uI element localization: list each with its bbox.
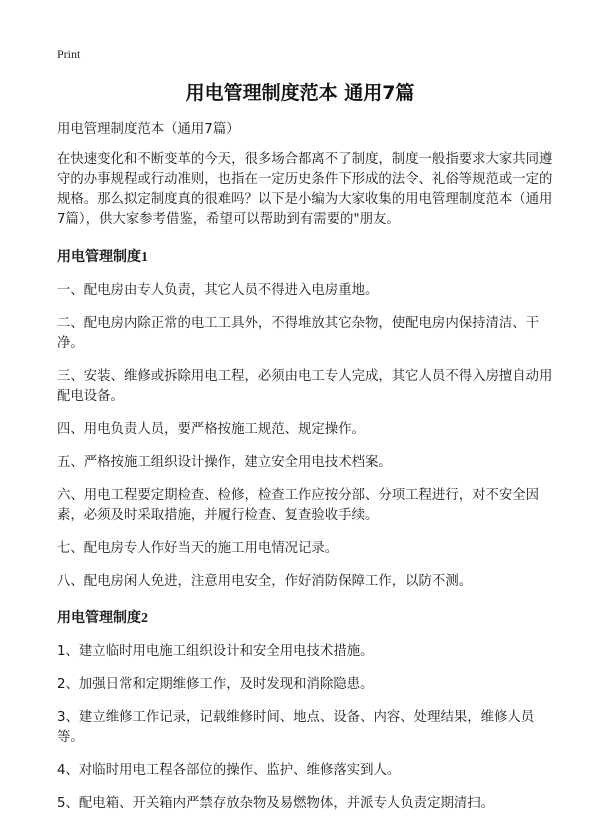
section-1-item: 二、配电房内除正常的电工工具外，不得堆放其它杂物，使配电房内保持清洁、干净。: [57, 316, 540, 351]
section-1-item: 三、安装、维修或拆除用电工程，必须由电工专人完成，其它人员不得入房擅自动用配电设备。: [57, 369, 553, 404]
section-1-item: 四、用电负责人员，要严格按施工规范、规定操作。: [57, 422, 365, 437]
section-1-item: 一、配电房由专人负责，其它人员不得进入电房重地。: [57, 283, 379, 298]
page-title: 用电管理制度范本 通用7篇: [185, 82, 415, 104]
section-2-item: 2、加强日常和定期维修工作，及时发现和消除隐患。: [57, 677, 374, 692]
print-label[interactable]: Print: [57, 47, 81, 61]
section-1-item: 五、严格按施工组织设计操作，建立安全用电技术档案。: [57, 455, 392, 470]
section-2-item: 5、配电箱、开关箱内严禁存放杂物及易燃物体，并派专人负责定期清扫。: [57, 796, 495, 811]
section-heading-1: 用电管理制度1: [57, 250, 148, 265]
document-body: [57, 120, 557, 827]
section-2-item: 3、建立维修工作记录，记载维修时间、地点、设备、内容、处理结果，维修人员等。: [57, 710, 535, 745]
section-1-item: 八、配电房闲人免进，注意用电安全，作好消防保障工作，以防不测。: [57, 574, 473, 589]
section-1-item: 七、配电房专人作好当天的施工用电情况记录。: [57, 541, 339, 556]
document-subtitle: 用电管理制度范本（通用7篇）: [57, 122, 240, 137]
section-heading-2: 用电管理制度2: [57, 611, 148, 626]
intro-paragraph: 在快速变化和不断变革的今天，很多场合都离不了制度，制度一般指要求大家共同遵守的办事规程或行动准则，也指在一定历史条件下形成的法令、礼俗等规范或一定的规格。那么拟定制度真的很难吗？以下是小编为大家收集的用电管理制度范本（通用7篇），供大家参考借鉴，希望可以帮助到有需要的"朋友。: [57, 152, 553, 227]
section-2-item: 1、建立临时用电施工组织设计和安全用电技术措施。: [57, 644, 374, 659]
section-2-item: 4、对临时用电工程各部位的操作、监护、维修落实到人。: [57, 763, 401, 778]
section-1-item: 六、用电工程要定期检查、检修，检查工作应按分部、分项工程进行，对不安全因素，必须及时采取措施，并履行检查、复查验收手续。: [57, 488, 540, 523]
